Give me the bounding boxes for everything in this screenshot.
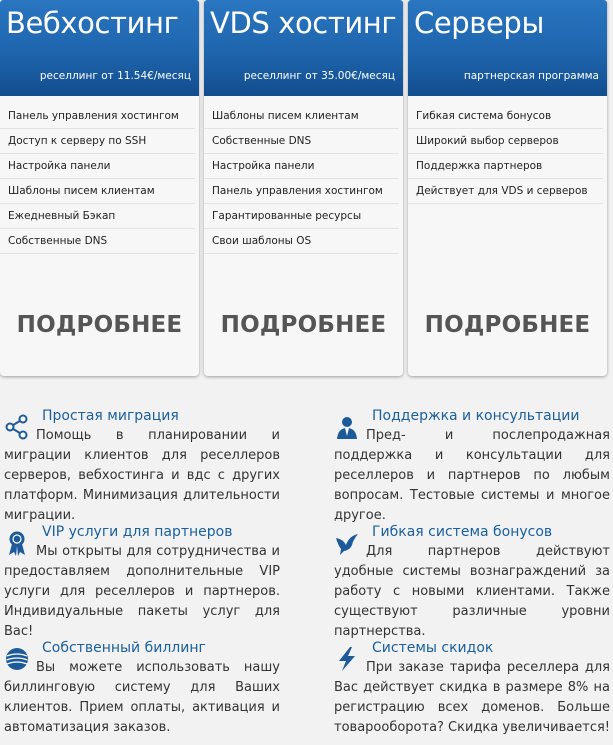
plan-feature: Доступ к серверу по SSH (0, 129, 195, 154)
plan-feature: Шаблоны писем клиентам (204, 104, 399, 129)
details-button[interactable]: ПОДРОБНЕЕ (16, 312, 183, 338)
feature-description: Мы открыты для сотрудничества и предоставляем дополнительные VIP услуги для реселлеров и партнеров. Индивидуальные пакеты услуг для Вас! (4, 544, 280, 639)
plan-subtitle: партнерская программа (463, 70, 599, 82)
plan-title: VDS хостинг (210, 6, 397, 40)
plan-feature: Гибкая система бонусов (408, 104, 603, 129)
details-button[interactable]: ПОДРОБНЕЕ (220, 312, 387, 338)
feature-description: Помощь в планировании и миграции клиентов для реселлеров серверов, вебхостинга и вдс с других платформ. Минимизация длительности миграции. (4, 428, 280, 523)
plan-feature: Панель управления хостингом (0, 104, 195, 129)
plan-feature: Ежедневный Бэкап (0, 204, 195, 229)
feature-title-link[interactable]: Системы скидок (372, 640, 494, 656)
feature-title-link[interactable]: Поддержка и консультации (372, 408, 580, 424)
plan-feature: Поддержка партнеров (408, 154, 603, 179)
plan-card-vds (204, 0, 403, 376)
plan-card-servers (408, 0, 607, 376)
feature-vip (4, 524, 280, 642)
award-ribbon-icon (4, 530, 30, 556)
plan-feature: Собственные DNS (204, 129, 399, 154)
feature-title-link[interactable]: VIP услуги для партнеров (42, 524, 233, 540)
plan-subtitle: реселлинг от 11.54€/месяц (39, 70, 191, 82)
plan-feature-list (204, 96, 403, 254)
plan-card-webhosting (0, 0, 199, 376)
network-icon (4, 414, 30, 440)
feature-billing (4, 640, 280, 738)
plan-feature-list (0, 96, 199, 254)
feature-title-link[interactable]: Собственный биллинг (42, 640, 206, 656)
support-agent-icon (334, 414, 360, 440)
plan-feature: Панель управления хостингом (204, 179, 399, 204)
details-button[interactable]: ПОДРОБНЕЕ (424, 312, 591, 338)
plan-feature: Настройка панели (204, 154, 399, 179)
lightning-icon (334, 646, 360, 672)
plan-feature: Собственные DNS (0, 229, 195, 254)
feature-description: Пред- и послепродажная поддержка и консультации для реселлеров и партнеров по любым вопросам. Тестовые системы и многое другое. (334, 428, 610, 523)
plan-feature: Настройка панели (0, 154, 195, 179)
feature-description: При заказе тарифа реселлера для Вас действует скидка в размере 8% на регистрацию всех доменов. Больше товарооборота? Скидка увеличивается! (334, 660, 610, 735)
feature-title-link[interactable]: Гибкая система бонусов (372, 524, 553, 540)
feature-title-link[interactable]: Простая миграция (42, 408, 179, 424)
plan-header (204, 0, 403, 96)
feature-discounts (334, 640, 610, 738)
plan-header (408, 0, 607, 96)
plan-header (0, 0, 199, 96)
plan-feature: Действует для VDS и серверов (408, 179, 603, 204)
bird-icon (334, 530, 360, 556)
feature-bonus (334, 524, 610, 642)
feature-migration (4, 408, 280, 526)
globe-icon (4, 646, 30, 672)
plan-subtitle: реселлинг от 35.00€/месяц (243, 70, 395, 82)
plan-title: Вебхостинг (6, 6, 179, 40)
plan-feature-list (408, 96, 607, 204)
feature-description: Для партнеров действуют удобные системы вознаграждений за работу с новыми клиентами. Также существуют различные уровни партнерства. (334, 544, 610, 639)
plan-feature: Свои шаблоны OS (204, 229, 399, 254)
feature-description: Вы можете использовать нашу биллинговую систему для Ваших клиентов. Прием оплаты, активация и автоматизация заказов. (4, 660, 280, 735)
plan-feature: Широкий выбор серверов (408, 129, 603, 154)
feature-support (334, 408, 610, 526)
plan-feature: Гарантированные ресурсы (204, 204, 399, 229)
plan-feature: Шаблоны писем клиентам (0, 179, 195, 204)
plan-title: Серверы (414, 6, 544, 40)
